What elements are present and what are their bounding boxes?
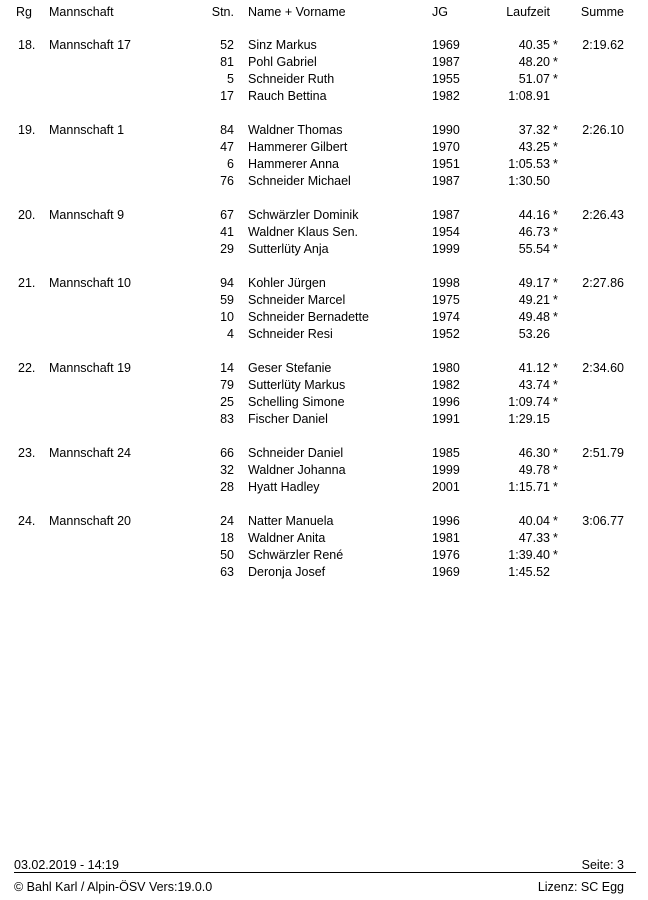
birth-year: 1954: [432, 225, 460, 239]
result-row: [0, 326, 648, 342]
start-number: 52: [220, 38, 234, 52]
birth-year: 1970: [432, 140, 460, 154]
result-row: [0, 309, 648, 325]
birth-year: 1976: [432, 548, 460, 562]
header-run-time: Laufzeit: [506, 5, 550, 19]
run-time: 53.26: [518, 327, 550, 341]
team-total-time: 2:26.43: [582, 208, 624, 222]
result-row: [0, 479, 648, 495]
team-total-time: 2:26.10: [582, 123, 624, 137]
start-number: 24: [220, 514, 234, 528]
athlete-name: Schelling Simone: [248, 395, 345, 409]
start-number: 84: [220, 123, 234, 137]
counted-time-mark: *: [553, 463, 558, 477]
counted-time-mark: *: [553, 225, 558, 239]
birth-year: 1985: [432, 446, 460, 460]
birth-year: 1951: [432, 157, 460, 171]
result-row: [0, 88, 648, 104]
start-number: 83: [220, 412, 234, 426]
counted-time-mark: *: [553, 514, 558, 528]
start-number: 47: [220, 140, 234, 154]
start-number: 4: [227, 327, 234, 341]
counted-time-mark: *: [553, 310, 558, 324]
result-row: [0, 139, 648, 155]
result-row: [0, 122, 648, 138]
team-name: Mannschaft 24: [49, 446, 131, 460]
result-row: [0, 241, 648, 257]
run-time: 55.54: [518, 242, 550, 256]
result-row: [0, 173, 648, 189]
counted-time-mark: *: [553, 361, 558, 375]
athlete-name: Geser Stefanie: [248, 361, 332, 375]
result-row: [0, 207, 648, 223]
header-total: Summe: [580, 5, 624, 19]
start-number: 79: [220, 378, 234, 392]
column-header-row: [0, 4, 648, 20]
athlete-name: Fischer Daniel: [248, 412, 328, 426]
run-time: 49.17: [518, 276, 550, 290]
result-row: [0, 547, 648, 563]
result-row: [0, 54, 648, 70]
run-time: 49.21: [518, 293, 550, 307]
athlete-name: Schneider Michael: [248, 174, 351, 188]
result-row: [0, 275, 648, 291]
run-time: 1:15.71: [508, 480, 550, 494]
start-number: 66: [220, 446, 234, 460]
counted-time-mark: *: [553, 123, 558, 137]
counted-time-mark: *: [553, 242, 558, 256]
athlete-name: Schneider Marcel: [248, 293, 346, 307]
counted-time-mark: *: [553, 446, 558, 460]
result-row: [0, 513, 648, 529]
run-time: 43.74: [518, 378, 550, 392]
result-row: [0, 360, 648, 376]
counted-time-mark: *: [553, 208, 558, 222]
result-row: [0, 156, 648, 172]
start-number: 25: [220, 395, 234, 409]
team-name: Mannschaft 9: [49, 208, 125, 222]
team-total-time: 2:27.86: [582, 276, 624, 290]
athlete-name: Waldner Johanna: [248, 463, 346, 477]
birth-year: 1969: [432, 565, 460, 579]
run-time: 1:09.74: [508, 395, 550, 409]
run-time: 1:45.52: [508, 565, 550, 579]
counted-time-mark: *: [553, 72, 558, 86]
birth-year: 1982: [432, 89, 460, 103]
athlete-name: Schneider Resi: [248, 327, 333, 341]
run-time: 1:29.15: [508, 412, 550, 426]
team-rank: 18.: [18, 38, 36, 52]
athlete-name: Waldner Klaus Sen.: [248, 225, 359, 239]
athlete-name: Schwärzler Dominik: [248, 208, 359, 222]
page-number: Seite: 3: [581, 858, 624, 872]
birth-year: 1987: [432, 55, 460, 69]
counted-time-mark: *: [553, 140, 558, 154]
result-row: [0, 411, 648, 427]
birth-year: 1991: [432, 412, 460, 426]
team-rank: 22.: [18, 361, 36, 375]
counted-time-mark: *: [553, 395, 558, 409]
athlete-name: Rauch Bettina: [248, 89, 327, 103]
athlete-name: Sutterlüty Anja: [248, 242, 329, 256]
result-row: [0, 564, 648, 580]
start-number: 29: [220, 242, 234, 256]
header-team: Mannschaft: [49, 5, 114, 19]
athlete-name: Hyatt Hadley: [248, 480, 320, 494]
team-name: Mannschaft 17: [49, 38, 131, 52]
athlete-name: Schneider Daniel: [248, 446, 344, 460]
birth-year: 1981: [432, 531, 460, 545]
header-start-number: Stn.: [211, 5, 234, 19]
counted-time-mark: *: [553, 378, 558, 392]
birth-year: 1987: [432, 174, 460, 188]
birth-year: 1999: [432, 242, 460, 256]
footer-row-1: [0, 857, 648, 873]
counted-time-mark: *: [553, 480, 558, 494]
athlete-name: Waldner Thomas: [248, 123, 343, 137]
run-time: 1:05.53: [508, 157, 550, 171]
result-row: [0, 71, 648, 87]
run-time: 49.78: [518, 463, 550, 477]
birth-year: 1980: [432, 361, 460, 375]
counted-time-mark: *: [553, 157, 558, 171]
birth-year: 1952: [432, 327, 460, 341]
result-row: [0, 37, 648, 53]
start-number: 59: [220, 293, 234, 307]
athlete-name: Schneider Ruth: [248, 72, 335, 86]
run-time: 48.20: [518, 55, 550, 69]
start-number: 63: [220, 565, 234, 579]
start-number: 32: [220, 463, 234, 477]
birth-year: 1974: [432, 310, 460, 324]
counted-time-mark: *: [553, 548, 558, 562]
athlete-name: Sutterlüty Markus: [248, 378, 346, 392]
team-rank: 23.: [18, 446, 36, 460]
counted-time-mark: *: [553, 293, 558, 307]
start-number: 5: [227, 72, 234, 86]
birth-year: 1996: [432, 514, 460, 528]
run-time: 1:39.40: [508, 548, 550, 562]
result-row: [0, 462, 648, 478]
counted-time-mark: *: [553, 276, 558, 290]
result-row: [0, 292, 648, 308]
athlete-name: Schwärzler René: [248, 548, 344, 562]
athlete-name: Hammerer Anna: [248, 157, 340, 171]
team-name: Mannschaft 1: [49, 123, 125, 137]
athlete-name: Kohler Jürgen: [248, 276, 326, 290]
team-name: Mannschaft 10: [49, 276, 131, 290]
run-time: 40.35: [518, 38, 550, 52]
run-time: 47.33: [518, 531, 550, 545]
result-row: [0, 377, 648, 393]
team-total-time: 2:19.62: [582, 38, 624, 52]
footer-row-2: [0, 879, 648, 895]
team-total-time: 2:34.60: [582, 361, 624, 375]
birth-year: 1999: [432, 463, 460, 477]
team-name: Mannschaft 20: [49, 514, 131, 528]
run-time: 41.12: [518, 361, 550, 375]
birth-year: 1975: [432, 293, 460, 307]
run-time: 40.04: [518, 514, 550, 528]
run-time: 49.48: [518, 310, 550, 324]
team-rank: 20.: [18, 208, 36, 222]
start-number: 18: [220, 531, 234, 545]
result-row: [0, 224, 648, 240]
start-number: 41: [220, 225, 234, 239]
counted-time-mark: *: [553, 38, 558, 52]
athlete-name: Sinz Markus: [248, 38, 317, 52]
athlete-name: Waldner Anita: [248, 531, 326, 545]
team-name: Mannschaft 19: [49, 361, 131, 375]
run-time: 51.07: [518, 72, 550, 86]
counted-time-mark: *: [553, 55, 558, 69]
athlete-name: Hammerer Gilbert: [248, 140, 348, 154]
print-datetime: 03.02.2019 - 14:19: [14, 858, 119, 872]
team-total-time: 2:51.79: [582, 446, 624, 460]
run-time: 1:08.91: [508, 89, 550, 103]
license-info: Lizenz: SC Egg: [537, 880, 624, 894]
birth-year: 1955: [432, 72, 460, 86]
counted-time-mark: *: [553, 531, 558, 545]
team-rank: 21.: [18, 276, 36, 290]
athlete-name: Deronja Josef: [248, 565, 326, 579]
start-number: 6: [227, 157, 234, 171]
start-number: 94: [220, 276, 234, 290]
birth-year: 1990: [432, 123, 460, 137]
birth-year: 1998: [432, 276, 460, 290]
run-time: 37.32: [518, 123, 550, 137]
birth-year: 1982: [432, 378, 460, 392]
start-number: 28: [220, 480, 234, 494]
birth-year: 2001: [432, 480, 460, 494]
team-total-time: 3:06.77: [582, 514, 624, 528]
result-row: [0, 530, 648, 546]
team-rank: 19.: [18, 123, 36, 137]
result-row: [0, 445, 648, 461]
copyright-notice: © Bahl Karl / Alpin-ÖSV Vers:19.0.0: [14, 880, 213, 894]
run-time: 44.16: [518, 208, 550, 222]
header-name: Name + Vorname: [248, 5, 346, 19]
athlete-name: Natter Manuela: [248, 514, 334, 528]
result-row: [0, 394, 648, 410]
header-rank: Rg: [16, 5, 32, 19]
start-number: 81: [220, 55, 234, 69]
start-number: 50: [220, 548, 234, 562]
athlete-name: Schneider Bernadette: [248, 310, 369, 324]
run-time: 1:30.50: [508, 174, 550, 188]
start-number: 14: [220, 361, 234, 375]
team-rank: 24.: [18, 514, 36, 528]
start-number: 17: [220, 89, 234, 103]
run-time: 43.25: [518, 140, 550, 154]
birth-year: 1987: [432, 208, 460, 222]
start-number: 76: [220, 174, 234, 188]
run-time: 46.73: [518, 225, 550, 239]
birth-year: 1996: [432, 395, 460, 409]
start-number: 10: [220, 310, 234, 324]
header-birth-year: JG: [432, 5, 448, 19]
run-time: 46.30: [518, 446, 550, 460]
start-number: 67: [220, 208, 234, 222]
birth-year: 1969: [432, 38, 460, 52]
athlete-name: Pohl Gabriel: [248, 55, 317, 69]
